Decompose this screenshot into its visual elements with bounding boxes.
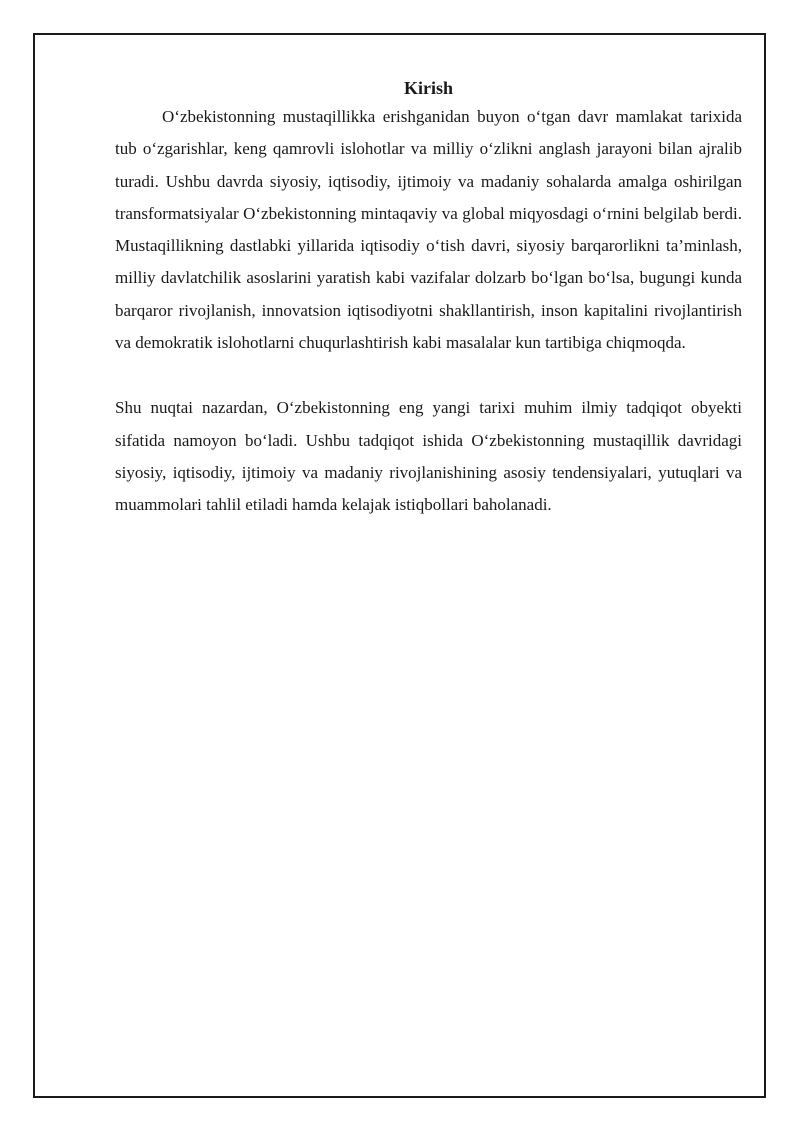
paragraph-1: O‘zbekistonning mustaqillikka erishganidan buyon o‘tgan davr mamlakat tarixida tub o‘zgarishlar, keng qamrovli islohotlar va milliy o‘zlikni anglash jarayoni bilan ajralib turadi. Ushbu davrda siyosiy, iqtisodiy, ijtimoiy va madaniy sohalarda amalga oshirilgan transformatsiyalar O‘zbekistonning mintaqaviy va global miqyosdagi o‘rnini belgilab berdi. Mustaqillikning dastlabki yillarida iqtisodiy o‘tish davri, siyosiy barqarorlikni ta’minlash, milliy davlatchilik asoslarini yaratish kabi vazifalar dolzarb bo‘lgan bo‘lsa, bugungi kunda barqaror rivojlanish, innovatsion iqtisodiyotni shakllantirish, inson kapitalini rivojlantirish va demokratik islohotlarni chuqurlashtirish kabi masalalar kun tartibiga chiqmoqda. [115,107,742,353]
section-heading: Kirish [403,78,453,98]
document-body [115,74,742,522]
paragraph-spacer [115,359,742,392]
paragraph-2: Shu nuqtai nazardan, O‘zbekistonning eng yangi tarixi muhim ilmiy tadqiqot obyekti sifatida namoyon bo‘ladi. Ushbu tadqiqot ishida O‘zbekistonning mustaqillik davridagi siyosiy, iqtisodiy, ijtimoiy va madaniy rivojlanishining asosiy tendensiyalari, yutuqlari va muammolari tahlil etiladi hamda kelajak istiqbollari baholanadi. [115,398,742,515]
